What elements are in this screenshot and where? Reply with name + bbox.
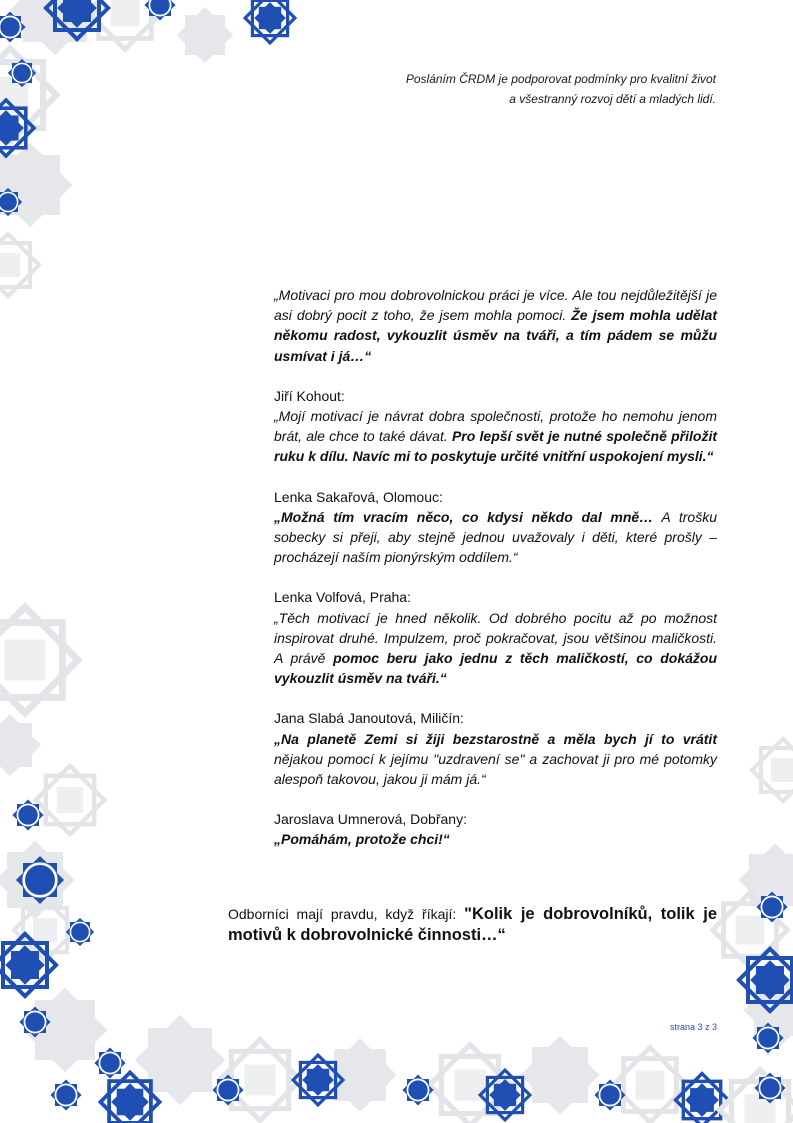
mission-line-2: a všestranný rozvoj dětí a mladých lidí.	[509, 92, 716, 106]
quote-text: „Mojí motivací je návrat dobra společnosti, protože ho nemohu jenom brát, ale chce to také dávat. Pro lepší svět je nutné společně přiložit ruku k dílu. Navíc mi to poskytuje určité vnitřní uspokojení mysli.“	[274, 408, 717, 465]
quote-text: „Možná tím vracím něco, co kdysi někdo dal mně… A trošku sobecky si přeji, aby stejně jednou uvažovaly i děti, které prošly – procházejí naším pionýrským oddílem.“	[274, 508, 717, 566]
volunteer-quotes	[274, 285, 717, 850]
quote-author: Jaroslava Umnerová, Dobřany:	[274, 811, 467, 828]
quote-author: Jana Slabá Janoutová, Miličín:	[274, 710, 464, 727]
page-number: strana 3 z 3	[669, 1022, 717, 1032]
quote-author: Lenka Sakařová, Olomouc:	[274, 488, 443, 505]
quote-author: Lenka Volfová, Praha:	[274, 589, 411, 606]
quote-text: „Pomáhám, protože chci!“	[274, 831, 450, 848]
quote-text: „Na planetě Zemi si žiji bezstarostně a měla bych jí to vrátit nějakou pomocí k jejímu "uzdravení se" a zachovat ji pro mé potomky alespoň takovou, jakou ji mám já.“	[274, 730, 717, 788]
mission-line-1: Posláním ČRDM je podporovat podmínky pro kvalitní život	[405, 72, 716, 86]
quote-text: „Motivaci pro mou dobrovolnickou práci je více. Ale tou nejdůležitější je asi dobrý pocit z toho, že jsem mohla pomoci. Že jsem mohla udělat někomu radost, vykouzlit úsměv na tváři, a tím pádem se můžu usmívat i já…“	[274, 287, 717, 364]
closing-statement: Odborníci mají pravdu, když říkají: "Kolik je dobrovolníků, tolik je motivů k dobrovolnické činnosti…“	[228, 905, 717, 944]
quote-text: „Těch motivací je hned několik. Od dobrého pocitu až po možnost inspirovat druhé. Impulzem, proč pokračovat, jsou většinou maličkosti. A právě pomoc beru jako jednu z těch maličkostí, co dokážou vykouzlit úsměv na tváři.“	[274, 609, 717, 687]
mission-statement	[296, 69, 716, 109]
quote-author: Jiří Kohout:	[274, 387, 345, 404]
